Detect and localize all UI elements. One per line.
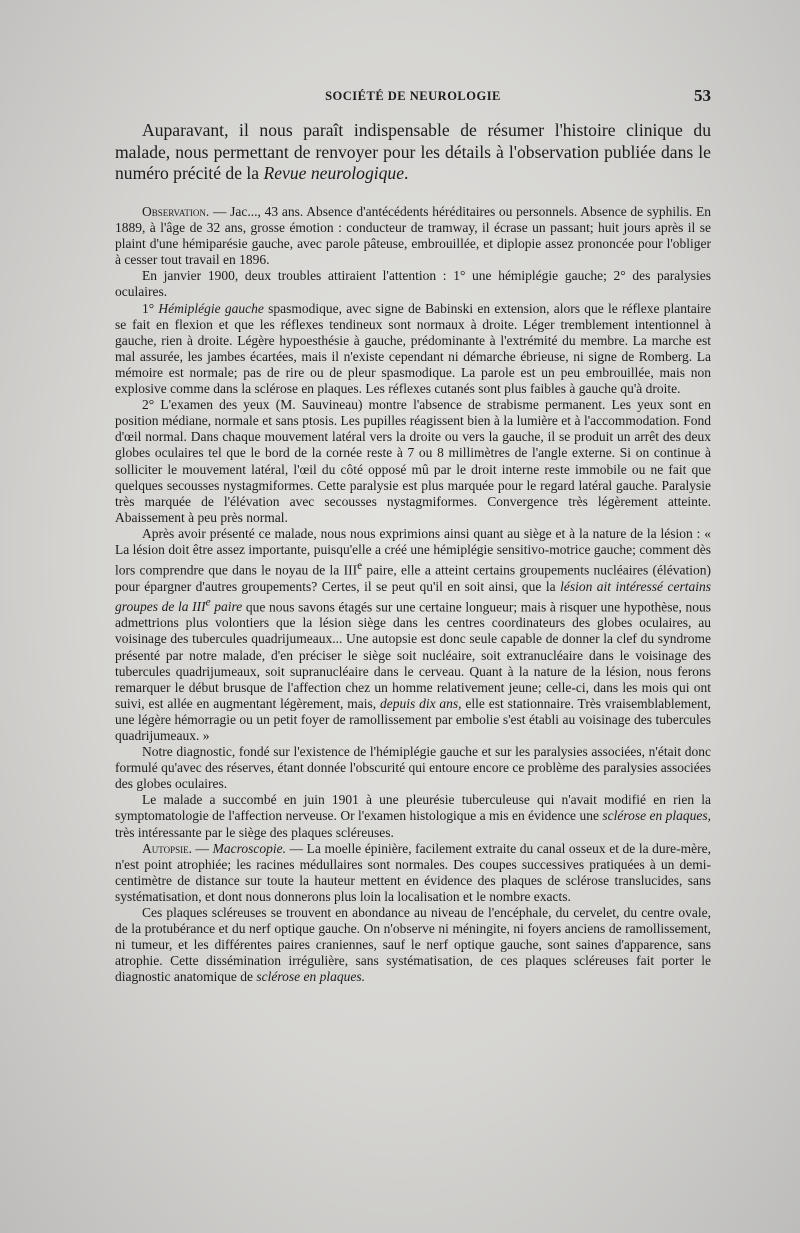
death-text-1: Le malade a succombé en juin 1901 à une pleurésie tuberculeuse qui n'avait modifié en rien la symptomatologie de l'affection nerveuse. Or l'examen histologique a mis en évidence une <box>115 792 711 824</box>
autopsy-text: — La moelle épinière, facilement extraite du canal osseux et de la dure-mère, n'est point atrophiée; les racines médullaires sont normales. Des coupes successives pratiquées à un demi-centimètre de distance sur toute la hauteur mettent en évidence des plaques de sclérose translucides, sans systématisation, et dont nous donnerons plus loin la localisation et le nombre exacts. <box>115 840 711 904</box>
observation-paragraph <box>115 204 711 268</box>
page-header <box>115 86 711 108</box>
death-italic: sclérose en plaques, <box>602 808 711 824</box>
lesion-text-3: que nous savons étagés sur une certaine longueur; mais à risquer une hypothèse, nous admettrions plus volontiers que la lésion siège dans les centres coordinateurs des globes oculaires, au voisinage des tubercules quadrijumeaux... Une autopsie est donc seule capable de donner la clef du syndrome présenté par notre malade, d'en préciser le siège soit nucléaire, soit extranucléaire dans le voisinage des tubercules quadrijumeaux, soit supranucléaire dans le cerveau. Quant à la nature de la lésion, nous ferons remarquer le début brusque de l'affection chez un homme relativement jeune; celle-ci, dans les mois qui ont suivi, est allée en augmentant légèrement, mais, <box>115 599 711 711</box>
lesion-paragraph <box>115 526 711 744</box>
lesion-sup-2: e <box>205 596 211 609</box>
eyes-paragraph: 2° L'examen des yeux (M. Sauvineau) montre l'absence de strabisme permanent. Les yeux sont en position médiane, normale et sans ptosis. Les pupilles réagissent bien à la lumière et à l'accommodation. Fond d'œil normal. Dans chaque mouvement latéral vers la droite ou vers la gauche, il se produit un arrêt des deux globes oculaires tel que le bord de la cornée reste à 7 ou 8 millimètres de l'angle externe. Si on continue à solliciter le mouvement latéral, l'œil du côté opposé mû par le droit interne reste immobile ou ne fait que quelques secousses nystagmiformes. Cette paralysie est plus marquée pour le regard latéral gauche. Paralysie très marquée de l'élévation avec secousses nystagmiformes. Convergence très légèrement atteinte. Abaissement à peu près normal. <box>115 397 711 525</box>
lesion-italic-b: paire <box>210 599 243 615</box>
page-number: 53 <box>694 86 711 105</box>
death-paragraph <box>115 792 711 840</box>
intro-paragraph <box>115 120 711 185</box>
diagnosis-paragraph: Notre diagnostic, fondé sur l'existence de l'hémiplégie gauche et sur les paralysies associées, n'était donc formulé qu'avec des réserves, étant donnée l'obscurité qui entoure encore ce problème des paralysies associées des globes oculaires. <box>115 744 711 792</box>
intro-end: . <box>404 163 409 183</box>
hemiplegia-number: 1° <box>142 300 159 316</box>
autopsy-dash: — <box>191 840 213 856</box>
plaques-italic: sclérose en plaques. <box>256 969 365 985</box>
lesion-sup-1: e <box>357 560 363 573</box>
plaques-text: Ces plaques scléreuses se trouvent en abondance au niveau de l'encéphale, du cervelet, du centre ovale, de la protubérance et du nerf optique gauche. On n'observe ni méningite, ni foyers anciens de ramollissement, ni tumeur, et les différentes paires craniennes, sauf le nerf optique gauche, sont saines d'apparence, sans atrophie. Cette dissémination irrégulière, sans systématisation, de ces plaques scléreuses fait porter le diagnostic anatomique de <box>115 905 711 985</box>
plaques-paragraph <box>115 905 711 985</box>
lesion-text-2: paire, elle a atteint certains groupements nucléaires (élévation) pour épargner d'autres groupements? Certes, il se peut qu'il en soit ainsi, que la <box>115 562 711 594</box>
running-title: SOCIÉTÉ DE NEUROLOGIE <box>325 89 501 103</box>
hemiplegia-paragraph <box>115 301 711 398</box>
autopsy-paragraph <box>115 841 711 905</box>
hemiplegia-text: spasmodique, avec signe de Babinski en extension, alors que le réflexe plantaire se fait en flexion et que les réflexes tendineux sont normaux à droite. Léger tremblement intentionnel à gauche, rien à droite. Légère hypoesthésie à gauche, prédominante à l'extrémité du membre. La marche est mal assurée, les jambes écartées, mais il n'existe cependant ni démarche ébrieuse, ni signe de Romberg. La mémoire est normale; pas de rire ou de pleur spasmodique. La parole est un peu embrouillée, mais non explosive comme dans la sclérose en plaques. Les réflexes cutanés sont plus faibles à gauche qu'à droite. <box>115 300 711 397</box>
january-paragraph: En janvier 1900, deux troubles attiraient l'attention : 1° une hémiplégie gauche; 2° des paralysies oculaires. <box>115 268 711 300</box>
lesion-text-1: Après avoir présenté ce malade, nous nous exprimions ainsi quant au siège et à la nature de la lésion : « La lésion doit être assez importante, puisqu'elle a créé une hémiplégie sensitivo-motrice gauche; comment dès lors comprendre que dans le noyau de la III <box>115 525 711 578</box>
intro-section <box>115 120 711 185</box>
lesion-italic-2: depuis dix ans, <box>379 695 462 711</box>
macroscopy-label: Macroscopie. <box>212 840 286 856</box>
lesion-text-4: elle est stationnaire. Très vraisemblablement, une légère hémorragie ou un petit foyer de ramollissement par embolie s'est établi au voisinage des tubercules quadrijumeaux. » <box>115 695 711 743</box>
autopsy-label: Autopsie. <box>142 840 192 856</box>
intro-text: Auparavant, il nous paraît indispensable de résumer l'histoire clinique du malade, nous permettant de renvoyer pour les détails à l'observation publiée dans le numéro précité de la <box>115 120 711 183</box>
death-text-2: très intéressante par le siège des plaques scléreuses. <box>115 824 394 840</box>
hemiplegia-title: Hémiplégie gauche <box>158 300 264 316</box>
case-body <box>115 204 711 986</box>
observation-text: — Jac..., 43 ans. Absence d'antécédents héréditaires ou personnels. Absence de syphilis. En 1889, à l'âge de 32 ans, grosse émotion : conducteur de tramway, il écrase un passant; huit jours après il se plaint d'une hémiparésie gauche, avec parole pâteuse, embrouillée, et diplopie assez prononcée pour l'obliger à cesser tout travail en 1896. <box>115 204 711 268</box>
lesion-italic-a: lésion ait intéressé certains groupes de la III <box>115 578 711 615</box>
observation-label: Observation. <box>142 204 210 219</box>
journal-title: Revue neurologique <box>263 163 405 183</box>
